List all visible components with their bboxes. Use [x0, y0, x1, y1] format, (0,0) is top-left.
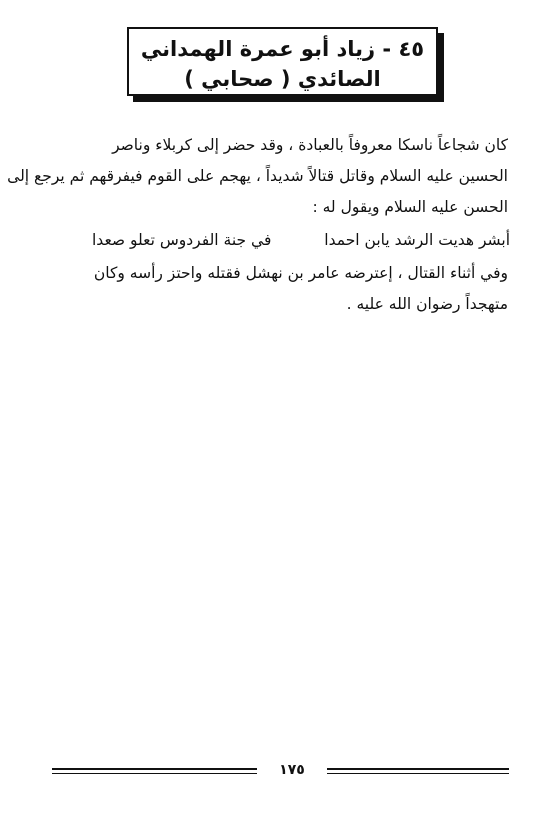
chapter-title-box: [127, 27, 438, 96]
verse-first-hemistich: أبشر هديت الرشد يابن احمدا: [324, 231, 510, 249]
paragraph-1: [7, 130, 508, 223]
text-line-6: متهجداً رضوان الله عليه .: [346, 295, 508, 313]
text-line-1: كان شجاعاً ناسكا معروفاً بالعبادة ، وقد حضر إلى كربلاء وناصر: [112, 136, 508, 154]
footer-rule-left: [52, 768, 257, 776]
text-line-2: الحسين عليه السلام وقاتل قتالاً شديداً ، يهجم على القوم فيفرقهم ثم يرجع إلى: [7, 167, 508, 185]
footer-rule-right: [327, 768, 509, 776]
chapter-title: ٤٥ - زياد أبو عمرة الهمداني: [140, 37, 425, 61]
text-line-5: وفي أثناء القتال ، إعترضه عامر بن نهشل فقتله واحتز رأسه وكان: [93, 264, 508, 282]
text-line-3: الحسن عليه السلام ويقول له :: [312, 198, 508, 216]
chapter-subtitle: الصائدي ( صحابي ): [184, 67, 381, 91]
verse-second-hemistich: في جنة الفردوس تعلو صعدا: [92, 231, 272, 249]
page-number: ١٧٥: [279, 762, 305, 778]
